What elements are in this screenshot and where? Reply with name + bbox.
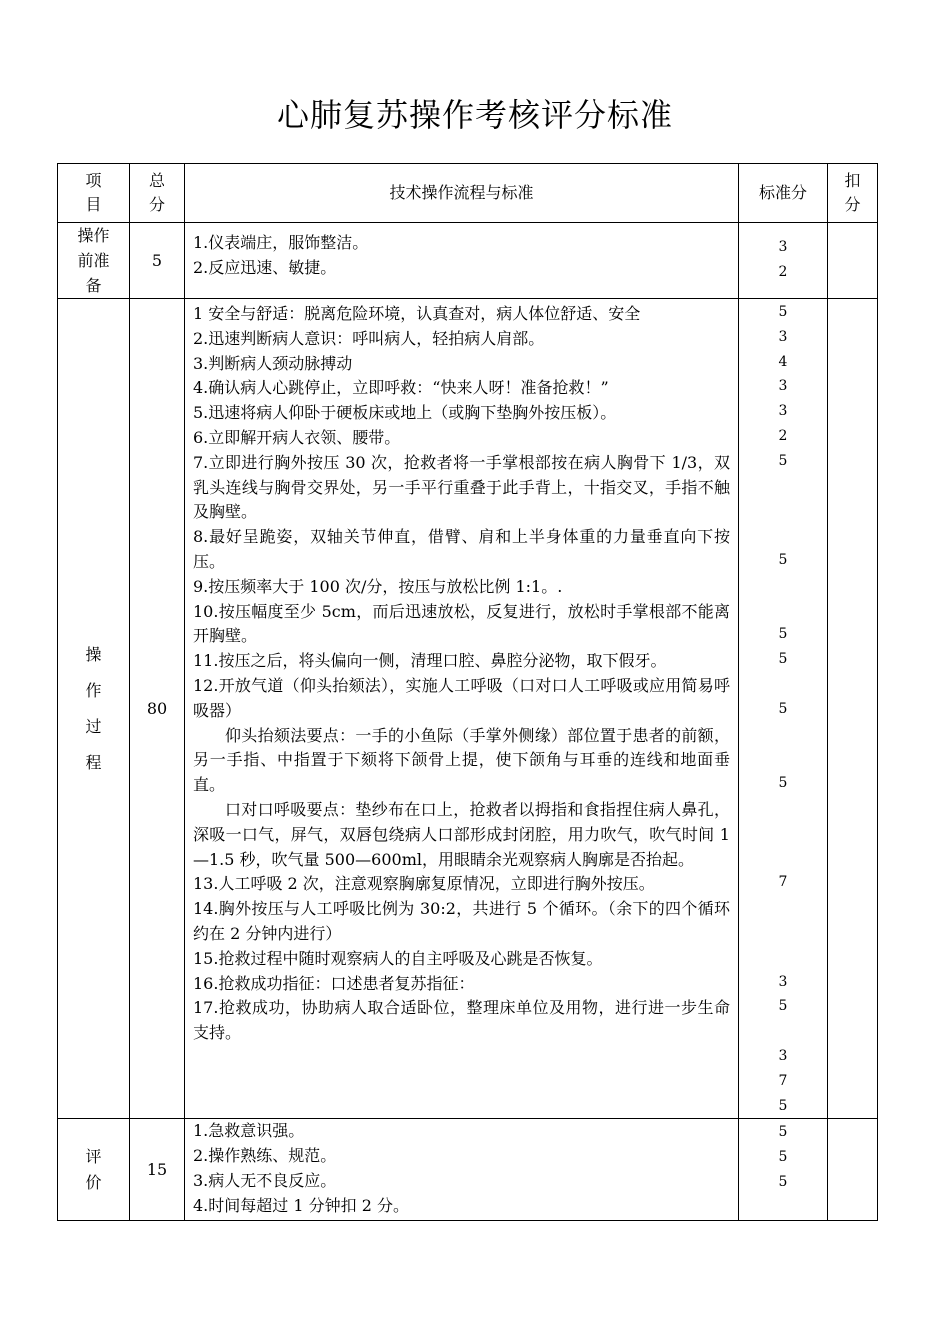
content-line: 8.最好呈跪姿，双轴关节伸直，借臂、肩和上半身体重的力量垂直向下按压。	[193, 527, 730, 571]
score-value	[739, 746, 827, 771]
section-scores	[739, 223, 828, 299]
score-value: 3	[778, 328, 788, 345]
score-value	[739, 474, 827, 499]
score-value	[739, 895, 827, 920]
deduct-cell	[828, 299, 878, 1119]
score-value	[739, 1019, 827, 1044]
content-line: 11.按压之后，将头偏向一侧，清理口腔、鼻腔分泌物，取下假牙。	[193, 651, 667, 671]
score-value: 5	[778, 775, 788, 792]
section-scores	[739, 1119, 828, 1221]
content-line: 17.抢救成功，协助病人取合适卧位，整理床单位及用物，进行进一步生命支持。	[193, 998, 730, 1043]
content-line: 1 安全与舒适：脱离危险环境，认真查对，病人体位舒适、安全	[193, 304, 641, 323]
score-value	[739, 672, 827, 697]
score-value: 5	[778, 551, 788, 568]
score-value: 3	[778, 378, 788, 395]
section-item: 评 价	[58, 1119, 130, 1221]
content-line: 3.病人无不良反应。	[193, 1170, 337, 1190]
content-line: 9.按压频率大于 100 次/分，按压与放松比例 1:1。.	[193, 576, 563, 596]
content-line: 14.胸外按压与人工呼吸比例为 30:2，共进行 5 个循环。（余下的四个循环约在 2 分钟内进行）	[193, 899, 730, 943]
score-value: 3	[778, 973, 788, 990]
section-total: 80	[130, 299, 185, 1119]
header-item: 项 目	[58, 164, 130, 223]
content-line: 7.立即进行胸外按压 30 次，抢救者将一手掌根部按在病人胸骨下 1/3，双乳头连线与胸骨交界处，另一手平行重叠于此手背上，十指交叉，手指不触及胸壁。	[193, 452, 730, 522]
section-row-preparation	[58, 223, 878, 299]
section-scores	[739, 299, 828, 1119]
content-line: 2.迅速判断病人意识：呼叫病人，轻拍病人肩部。	[193, 328, 545, 348]
section-total: 15	[130, 1119, 185, 1221]
content-line: 3.判断病人颈动脉搏动	[193, 353, 353, 373]
content-line: 1.急救意识强。	[193, 1121, 305, 1141]
score-value	[739, 722, 827, 747]
score-value: 5	[778, 1097, 788, 1114]
score-value	[739, 573, 827, 598]
section-item: 操作 前准 备	[58, 223, 130, 299]
content-line: 2.反应迅速、敏捷。	[193, 257, 337, 277]
content-line: 13.人工呼吸 2 次，注意观察胸廓复原情况，立即进行胸外按压。	[193, 874, 655, 894]
score-value	[739, 920, 827, 945]
section-content	[185, 299, 739, 1119]
score-value: 2	[778, 427, 788, 444]
scoring-table	[57, 163, 878, 1221]
deduct-cell	[828, 1119, 878, 1221]
score-value	[739, 945, 827, 970]
header-total: 总 分	[130, 164, 185, 223]
score-value: 5	[778, 651, 788, 668]
section-row-procedure	[58, 299, 878, 1119]
content-line: 4.确认病人心跳停止，立即呼救：“快来人呀！准备抢救！”	[193, 378, 609, 398]
score-value	[739, 523, 827, 548]
header-deduct: 扣 分	[828, 164, 878, 223]
content-line: 15.抢救过程中随时观察病人的自主呼吸及心跳是否恢复。	[193, 948, 603, 968]
score-value: 5	[778, 998, 788, 1015]
content-line: 1.仪表端庄，服饰整洁。	[193, 233, 369, 252]
score-value	[739, 498, 827, 523]
score-value: 2	[778, 263, 788, 280]
score-value: 3	[778, 239, 788, 255]
header-process: 技术操作流程与标准	[185, 164, 739, 223]
score-value	[739, 598, 827, 623]
score-value: 5	[778, 304, 788, 320]
content-line: 5.迅速将病人仰卧于硬板床或地上（或胸下垫胸外按压板）。	[193, 403, 617, 423]
score-value: 5	[778, 1149, 788, 1166]
score-value: 3	[778, 1047, 788, 1064]
section-content	[185, 223, 739, 299]
score-value: 5	[778, 700, 788, 717]
header-standard: 标准分	[739, 164, 828, 223]
score-value: 4	[778, 353, 788, 370]
content-line: 10.按压幅度至少 5cm，而后迅速放松，反复进行，放松时手掌根部不能离开胸壁。	[193, 601, 730, 646]
document-title: 心肺复苏操作考核评分标准	[276, 96, 673, 134]
score-value: 7	[778, 874, 788, 891]
score-value: 3	[778, 403, 788, 420]
score-value	[739, 821, 827, 846]
score-value: 5	[778, 626, 788, 643]
content-line: 口对口呼吸要点：垫纱布在口上，抢救者以拇指和食指捏住病人鼻孔，深吸一口气，屏气，双唇包绕病人口部形成封闭腔，用力吹气，吹气时间 1—1.5 秒，吹气量 500—600ml，用眼睛余光观察病人胸廓是否抬起。	[193, 799, 730, 869]
section-total: 5	[130, 223, 185, 299]
score-value	[739, 796, 827, 821]
content-line: 4.时间每超过 1 分钟扣 2 分。	[193, 1195, 409, 1215]
score-value: 5	[778, 1124, 788, 1141]
content-line: 6.立即解开病人衣领、腰带。	[193, 427, 401, 447]
section-item: 操 作 过 程	[58, 299, 130, 1119]
content-line: 16.抢救成功指征：口述患者复苏指征：	[193, 973, 475, 993]
table-header-row	[58, 164, 878, 223]
content-line: 2.操作熟练、规范。	[193, 1146, 337, 1166]
content-line: 仰头抬颏法要点：一手的小鱼际（手掌外侧缘）部位置于患者的前额，另一手指、中指置于下颏将下颌骨上提，使下颌角与耳垂的连线和地面垂直。	[193, 725, 730, 795]
section-row-evaluation	[58, 1119, 878, 1221]
score-value	[739, 846, 827, 871]
score-value: 5	[778, 452, 788, 469]
score-value: 7	[778, 1072, 788, 1089]
deduct-cell	[828, 223, 878, 299]
score-value: 5	[778, 1173, 788, 1190]
section-content	[185, 1119, 739, 1221]
content-line: 12.开放气道（仰头抬颏法），实施人工呼吸（口对口人工呼吸或应用简易呼吸器）	[193, 675, 730, 720]
